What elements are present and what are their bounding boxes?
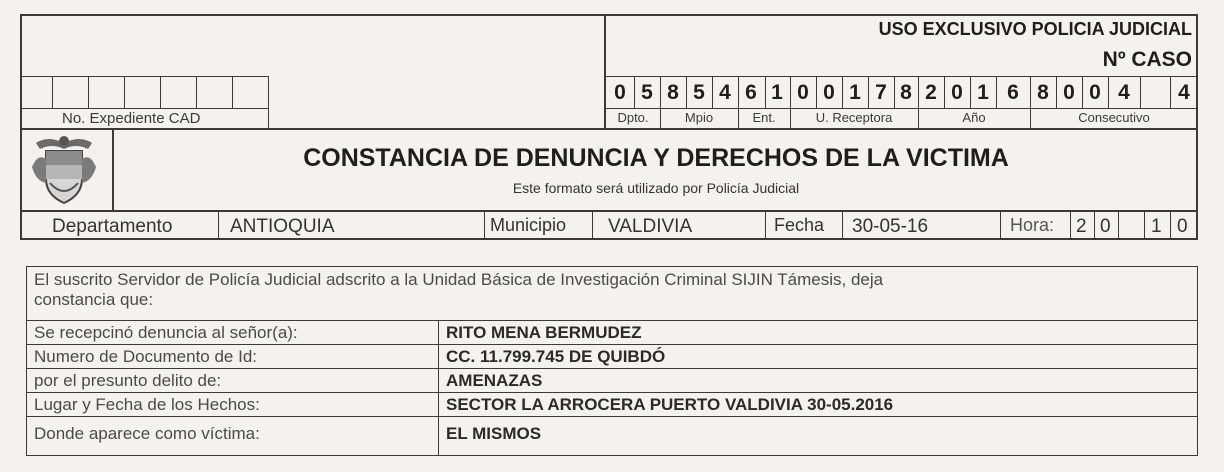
field-label-denunciante: Se recepcinó denuncia al señor(a): [34,323,298,342]
case-digit: 4 [1118,81,1130,104]
document-subtitle: Este formato será utilizado por Policía Judicial [512,180,800,196]
case-digit: 0 [951,81,963,104]
case-digit: 0 [614,81,626,104]
header-bottom-line [20,128,1198,130]
field-value-victima: EL MISMOS [446,424,542,443]
coat-of-arms-icon [28,133,100,207]
field-label-lugar-fecha: Lugar y Fecha de los Hechos: [34,395,260,414]
case-digit: 0 [1089,81,1101,104]
case-digit: 5 [641,81,653,104]
case-digit: 0 [823,81,835,104]
field-label-documento: Numero de Documento de Id: [34,347,258,366]
case-sublabel-ent: Ent. [752,110,776,125]
case-digit: 0 [1063,81,1075,104]
case-digit: 5 [693,81,705,104]
case-sublabel-mpio: Mpio [684,110,714,125]
case-digit: 1 [977,81,989,104]
case-sublabel-consecutivo: Consecutivo [1078,110,1150,125]
case-digit: 8 [1037,81,1049,104]
departamento-value: ANTIOQUIA [230,216,335,237]
hora-digit: 0 [1177,216,1188,237]
no-caso-label: Nº CASO [1102,48,1192,71]
municipio-label: Municipio [490,215,567,235]
case-digit: 7 [875,81,887,104]
case-digit: 0 [797,81,809,104]
field-value-delito: AMENAZAS [446,371,543,390]
hora-digit: 1 [1151,216,1162,237]
case-digit: 1 [771,81,783,104]
field-label-victima: Donde aparece como víctima: [34,424,260,443]
field-value-denunciante: RITO MENA BERMUDEZ [446,323,642,342]
case-digit: 4 [1178,81,1190,104]
case-digit: 8 [900,81,912,104]
fecha-value: 30-05-16 [852,216,929,237]
case-digit: 6 [1007,81,1019,104]
title-bottom-line [20,210,1198,212]
municipio-value: VALDIVIA [608,216,693,237]
form-header-box [20,14,1198,240]
case-sublabel-ano: Año [962,110,986,125]
case-digit: 4 [719,81,731,104]
case-digit: 1 [849,81,861,104]
case-digit: 6 [745,81,757,104]
expediente-label: No. Expediente CAD [62,110,201,127]
case-digit: 2 [925,81,937,104]
departamento-label: Departamento [52,216,173,237]
statement-intro: El suscrito Servidor de Policía Judicial adscrito a la Unidad Básica de Investigación Criminal SIJIN Támesis, deja [34,270,884,289]
hora-label: Hora: [1010,215,1055,235]
case-sublabel-receptora: U. Receptora [815,110,893,125]
hora-digit: 0 [1100,216,1111,237]
case-digit: 8 [667,81,679,104]
document-title: CONSTANCIA DE DENUNCIA Y DERECHOS DE LA VICTIMA [303,144,1009,172]
uso-exclusivo-label: USO EXCLUSIVO POLICIA JUDICIAL [878,19,1192,39]
statement-intro-continued: constancia que: [34,290,154,309]
case-sublabel-dpto: Dpto. [617,110,649,125]
field-value-documento: CC. 11.799.745 DE QUIBDÓ [446,347,666,366]
hora-digit: 2 [1076,216,1087,237]
field-label-delito: por el presunto delito de: [34,371,222,390]
field-value-lugar-fecha: SECTOR LA ARROCERA PUERTO VALDIVIA 30-05.2016 [446,395,894,414]
fecha-label: Fecha [774,215,825,235]
